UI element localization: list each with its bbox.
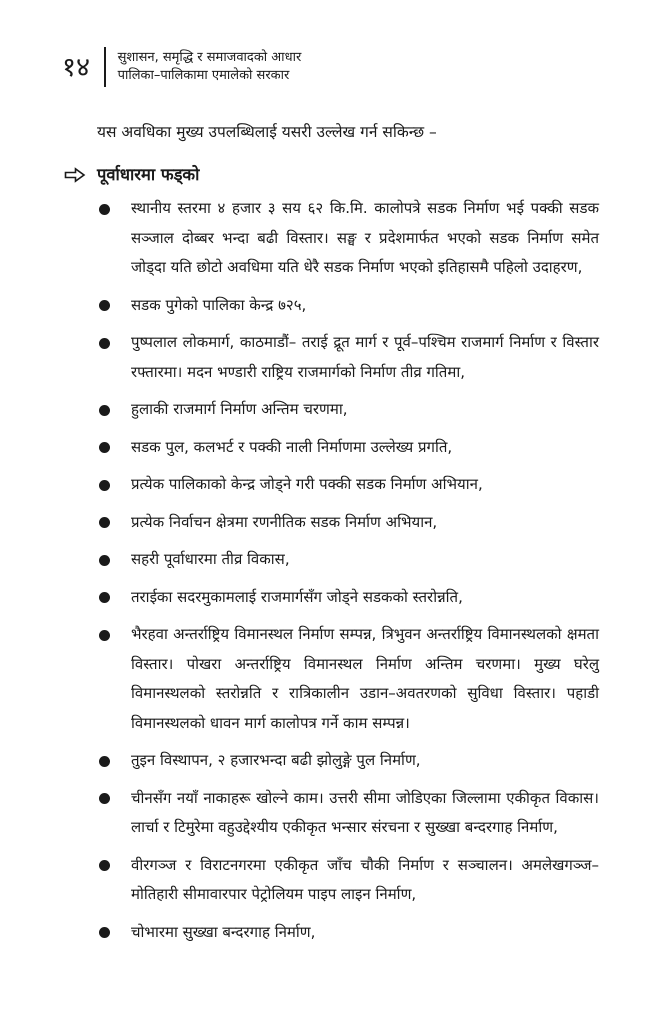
list-item	[99, 746, 599, 776]
list-item-text: स्थानीय स्तरमा ४ हजार ३ सय ६२ कि.मि. कालोपत्रे सडक निर्माण भई पक्की सडक सञ्जाल दोब्बर भन्दा बढी विस्तार। सङ्घ र प्रदेशमार्फत भएको सडक निर्माण समेत जोड्दा यति छोटो अवधिमा यति धेरै सडक निर्माण भएको इतिहासमै पहिलो उदाहरण,	[131, 199, 599, 276]
list-item	[99, 470, 599, 500]
page-header	[62, 46, 301, 88]
list-item-text: चीनसँग नयाँ नाकाहरू खोल्ने काम। उत्तरी सीमा जोडिएका जिल्लामा एकीकृत विकास। लार्चा र टिमुरेमा वहुउद्देश्यीय एकीकृत भन्सार संरचना र सुख्खा बन्दरगाह निर्माण,	[131, 788, 599, 836]
list-item-text: तराईका सदरमुकामलाई राजमार्गसँग जोड्ने सडकको स्तरोन्नति,	[131, 587, 463, 606]
bullet-dot-icon	[99, 793, 110, 804]
list-item	[99, 395, 599, 425]
list-item-text: प्रत्येक पालिकाको केन्द्र जोड्ने गरी पक्की सडक निर्माण अभियान,	[131, 475, 483, 493]
list-item-text: सहरी पूर्वाधारमा तीव्र विकास,	[131, 550, 290, 568]
running-title	[118, 49, 302, 85]
list-item-text: सडक पुल, कलभर्ट र पक्की नाली निर्माणमा उल्लेख्य प्रगति,	[131, 437, 453, 456]
intro-paragraph: यस अवधिका मुख्य उपलब्धिलाई यसरी उल्लेख गर्न सकिन्छ –	[97, 123, 437, 141]
bullet-dot-icon	[99, 592, 110, 603]
list-item	[99, 328, 599, 387]
page-number: १४	[62, 51, 91, 83]
bullet-dot-icon	[99, 927, 110, 938]
bullet-dot-icon	[99, 630, 110, 641]
bullet-dot-icon	[99, 338, 110, 349]
section-title: पूर्वाधारमा फड्को	[97, 165, 200, 184]
section-heading	[64, 162, 199, 188]
achievements-list	[99, 194, 599, 955]
bullet-dot-icon	[99, 300, 110, 311]
list-item-text: तुइन विस्थापन, २ हजारभन्दा बढी झोलुङ्गे पुल निर्माण,	[131, 751, 421, 769]
list-item-text: हुलाकी राजमार्ग निर्माण अन्तिम चरणमा,	[131, 400, 348, 418]
running-title-line-1: सुशासन, समृद्धि र समाजवादको आधार	[117, 50, 302, 65]
bullet-dot-icon	[99, 555, 110, 566]
bullet-dot-icon	[99, 517, 110, 528]
list-item	[99, 508, 599, 538]
list-item-text: भैरहवा अन्तर्राष्ट्रिय विमानस्थल निर्माण सम्पन्न, त्रिभुवन अन्तर्राष्ट्रिय विमानस्थलको क्षमता विस्तार। पोखरा अन्तर्राष्ट्रिय विमानस्थल निर्माण अन्तिम चरणमा। मुख्य घरेलु विमानस्थलको स्तरोन्नति र रात्रिकालीन उडान–अवतरणको सुविधा विस्तार। पहाडी विमानस्थलको धावन मार्ग कालोपत्र गर्ने काम सम्पन्न।	[131, 625, 599, 732]
bullet-dot-icon	[99, 756, 110, 767]
list-item-text: सडक पुगेको पालिका केन्द्र ७२५,	[131, 295, 307, 314]
list-item	[99, 545, 599, 575]
list-item	[99, 620, 599, 738]
list-item	[99, 194, 599, 283]
list-item	[99, 583, 599, 613]
bullet-dot-icon	[99, 204, 110, 215]
bullet-dot-icon	[99, 405, 110, 416]
running-title-line-2: पालिका–पालिकामा एमालेको सरकार	[117, 68, 290, 83]
bullet-dot-icon	[99, 442, 110, 453]
bullet-dot-icon	[99, 480, 110, 491]
list-item-text: चोभारमा सुख्खा बन्दरगाह निर्माण,	[131, 922, 316, 941]
list-item	[99, 291, 599, 321]
outline-right-arrow-icon	[64, 167, 86, 183]
list-item	[99, 851, 599, 910]
list-item-text: वीरगञ्ज र विराटनगरमा एकीकृत जाँच चौकी निर्माण र सञ्चालन। अमलेखगञ्ज–मोतिहारी सीमावारपार पेट्रोलियम पाइप लाइन निर्माण,	[131, 855, 599, 903]
list-item	[99, 918, 599, 948]
list-item	[99, 784, 599, 843]
list-item-text: पुष्पलाल लोकमार्ग, काठमाडौं– तराई द्रूत मार्ग र पूर्व–पश्चिम राजमार्ग निर्माण र विस्तार रफ्तारमा। मदन भण्डारी राष्ट्रिय राजमार्गको निर्माण तीव्र गतिमा,	[131, 333, 599, 381]
bullet-dot-icon	[99, 860, 110, 871]
list-item	[99, 433, 599, 463]
header-divider	[104, 47, 106, 87]
list-item-text: प्रत्येक निर्वाचन क्षेत्रमा रणनीतिक सडक निर्माण अभियान,	[131, 512, 438, 531]
